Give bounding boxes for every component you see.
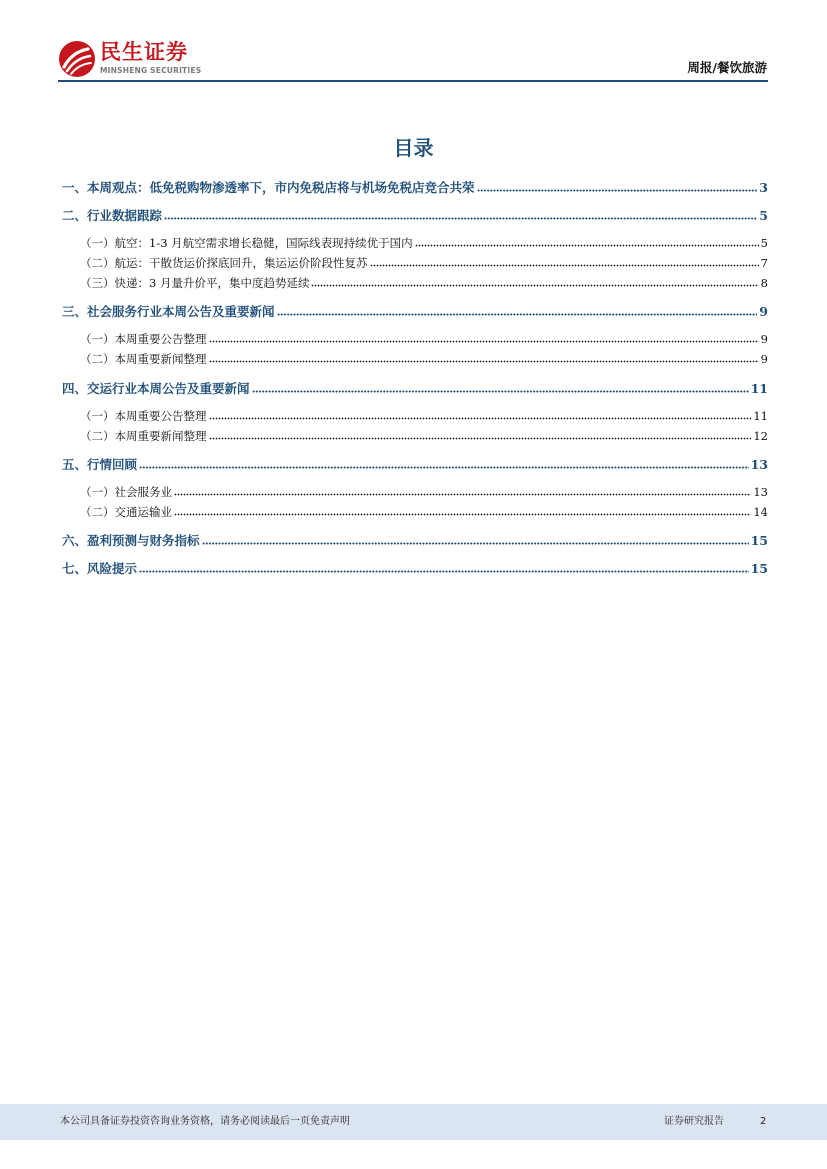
toc-entry-page: 9 bbox=[760, 332, 768, 346]
report-type: 周报/餐饮旅游 bbox=[687, 60, 767, 75]
toc-entry-title: （二）交通运输业 bbox=[80, 505, 172, 519]
page-footer bbox=[0, 1104, 827, 1140]
toc-entry[interactable] bbox=[80, 409, 768, 424]
toc-entry[interactable] bbox=[62, 561, 768, 577]
toc-entry-title: 七、风险提示 bbox=[62, 561, 138, 576]
toc-entry[interactable] bbox=[62, 457, 768, 473]
toc-dot-leader bbox=[202, 542, 749, 546]
toc-entry[interactable] bbox=[80, 485, 768, 500]
toc-entry[interactable] bbox=[62, 180, 768, 196]
company-name-en: MINSHENG SECURITIES bbox=[100, 66, 202, 75]
toc-dot-leader bbox=[252, 390, 749, 394]
toc-entry-page: 5 bbox=[759, 208, 768, 223]
toc-dot-leader bbox=[277, 313, 758, 317]
toc-dot-leader bbox=[139, 570, 749, 574]
toc-entry-page: 3 bbox=[759, 180, 768, 195]
toc-entry[interactable] bbox=[80, 256, 768, 271]
toc-entry-title: 五、行情回顾 bbox=[62, 457, 138, 472]
toc-dot-leader bbox=[370, 264, 759, 268]
toc-entry-page: 5 bbox=[760, 236, 768, 250]
toc-entry[interactable] bbox=[62, 381, 768, 397]
toc-dot-leader bbox=[139, 466, 749, 470]
toc-entry-title: 三、社会服务行业本周公告及重要新闻 bbox=[62, 304, 275, 319]
company-name-cn: 民生证券 bbox=[100, 40, 188, 64]
toc-entry-page: 7 bbox=[760, 256, 768, 270]
toc-entry-page: 11 bbox=[750, 381, 768, 396]
footer-report-label: 证券研究报告 bbox=[664, 1116, 724, 1127]
toc-entry-page: 12 bbox=[753, 429, 768, 443]
toc-entry-title: 二、行业数据跟踪 bbox=[62, 208, 163, 223]
page-number: 2 bbox=[760, 1116, 767, 1127]
toc-entry-page: 9 bbox=[760, 352, 768, 366]
toc-dot-leader bbox=[477, 189, 758, 193]
toc-dot-leader bbox=[209, 360, 759, 364]
toc-dot-leader bbox=[415, 244, 759, 248]
toc-entry[interactable] bbox=[62, 304, 768, 320]
toc-entry-title: （二）航运：干散货运价探底回升，集运运价阶段性复苏 bbox=[80, 256, 368, 270]
footer-disclaimer: 本公司具备证券投资咨询业务资格，请务必阅读最后一页免责声明 bbox=[60, 1116, 350, 1127]
toc-entry-title: 四、交运行业本周公告及重要新闻 bbox=[62, 381, 250, 396]
toc-dot-leader bbox=[209, 417, 752, 421]
toc-dot-leader bbox=[311, 284, 758, 288]
toc-entry-page: 8 bbox=[760, 276, 768, 290]
toc-entry-page: 13 bbox=[753, 485, 768, 499]
toc-dot-leader bbox=[164, 217, 757, 221]
toc-entry[interactable] bbox=[80, 429, 768, 444]
toc-entry[interactable] bbox=[62, 208, 768, 224]
toc-entry-page: 13 bbox=[750, 457, 768, 472]
toc-entry[interactable] bbox=[80, 276, 768, 291]
toc-entry-page: 14 bbox=[753, 505, 768, 519]
toc-entry-title: （三）快递：3 月量升价平，集中度趋势延续 bbox=[80, 276, 310, 290]
toc-entry[interactable] bbox=[80, 236, 768, 251]
toc-entry-page: 15 bbox=[750, 533, 768, 548]
toc-entry[interactable] bbox=[62, 533, 768, 549]
toc-entry-title: 六、盈利预测与财务指标 bbox=[62, 533, 200, 548]
toc-entry[interactable] bbox=[80, 505, 768, 520]
toc-entry[interactable] bbox=[80, 332, 768, 347]
toc-entry-title: （二）本周重要新闻整理 bbox=[80, 352, 207, 366]
toc-dot-leader bbox=[209, 340, 759, 344]
toc-entry-title: （一）本周重要公告整理 bbox=[80, 409, 207, 423]
toc-entry-page: 15 bbox=[750, 561, 768, 576]
toc-entry-title: （二）本周重要新闻整理 bbox=[80, 429, 207, 443]
toc-entry-title: （一）社会服务业 bbox=[80, 485, 172, 499]
toc-entry-title: （一）本周重要公告整理 bbox=[80, 332, 207, 346]
toc-entry-title: 一、本周观点：低免税购物渗透率下，市内免税店将与机场免税店竞合共荣 bbox=[62, 180, 475, 195]
toc-title: 目录 bbox=[393, 136, 434, 160]
toc-dot-leader bbox=[174, 493, 751, 497]
toc-entry[interactable] bbox=[80, 352, 768, 367]
toc-dot-leader bbox=[174, 513, 751, 517]
toc-entry-page: 11 bbox=[753, 409, 768, 423]
toc-dot-leader bbox=[209, 437, 752, 441]
toc-entry-title: （一）航空：1-3 月航空需求增长稳健，国际线表现持续优于国内 bbox=[80, 236, 413, 250]
toc-entry-page: 9 bbox=[759, 304, 768, 319]
